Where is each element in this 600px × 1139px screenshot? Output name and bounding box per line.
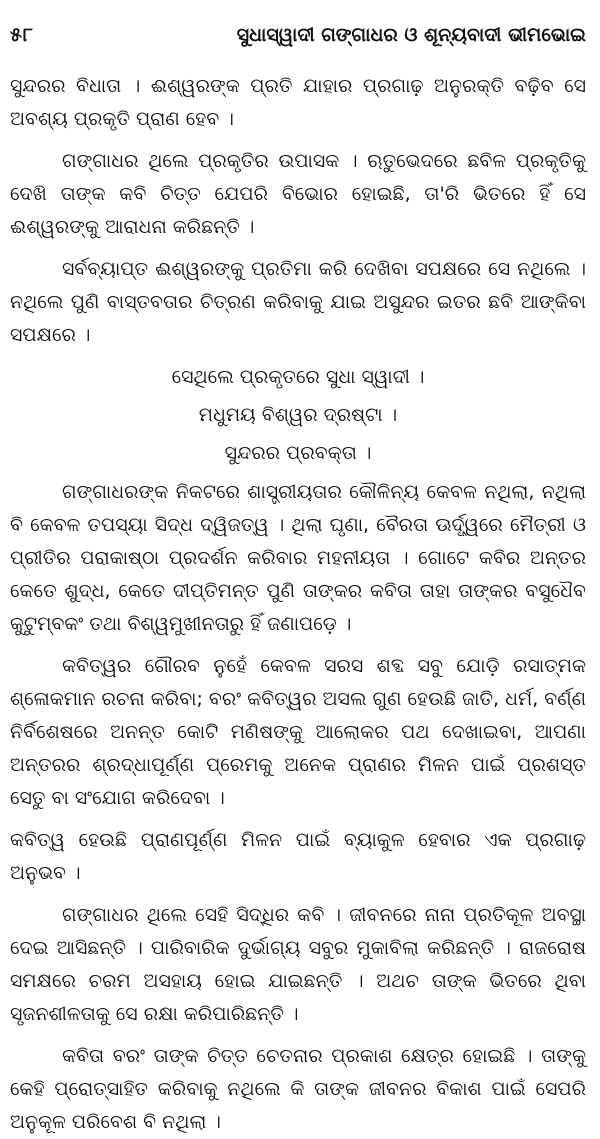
paragraph-text: ଗଙ୍ଗାଧର ଥିଲେ ପ୍ରକୃତିର ଉପାସକ । ଋତୁଭେଦରେ ଛବିଳ ପ୍ରକୃତିକୁ ଦେଖି ତାଙ୍କ କବି ଚିତ୍ତ ଯେପରି ବିଭୋର ହୋଇଛି, ତା'ରି ଭିତରେ ହିଁ ସେ ଈଶ୍ୱରଙ୍କୁ ଆରାଧନା କରିଛନ୍ତି । — [10, 150, 586, 238]
verse-line: ମଧୁମୟ ବିଶ୍ୱର ଦ୍ରଷ୍ଟା । — [198, 404, 398, 426]
verse-line: ସୁନ୍ଦରର ପ୍ରବକ୍ତା । — [224, 442, 372, 464]
paragraph — [10, 1040, 586, 1139]
running-title: ସୁଧାସ୍ୱାଦୀ ଗଙ୍ଗାଧର ଓ ଶୂନ୍ୟବାଦୀ ଭୀମଭୋଇ — [236, 24, 586, 46]
paragraph — [10, 253, 586, 352]
paragraph — [10, 650, 586, 815]
paragraph-text: ଗଙ୍ଗାଧରଙ୍କ ନିକଟରେ ଶାସ୍ତ୍ରୀୟତାର କୌଳିନ୍ୟ କେବଳ ନଥିଲା, ନଥିଲା ବି କେବଳ ତପସ୍ୟା ସିଦ୍ଧ ଦ୍ୱିଜତ୍ୱ । ଥିଲା ଘୃଣା, ବୈରତା ଊର୍ଦ୍ଧ୍ୱରେ ମୈତ୍ରୀ ଓ ପ୍ରୀତିର ପରାକାଷ୍ଠା ପ୍ରଦର୍ଶନ କରିବାର ମହନୀୟତା । ଗୋଟେ କବିର ଅନ୍ତର କେତେ ଶୁଦ୍ଧ, କେତେ ଦୀପ୍ତିମନ୍ତ ପୁଣି ତାଙ୍କର କବିତା ତାହା ତାଙ୍କର ବସୁଧୈବ କୁଟୁମ୍ବକଂ ତଥା ବିଶ୍ୱମୁଖୀନତାରୁ ହିଁ ଜଣାପଡ଼େ । — [10, 481, 586, 635]
paragraph-text: କବିତ୍ୱର ଗୌରବ ନୁହେଁ କେବଳ ସରସ ଶବ୍ଦ ସବୁ ଯୋଡ଼ି ରସାତ୍ମକ ଶ୍ଳୋକମାନ ରଚନା କରିବା; ବରଂ କବିତ୍ୱର ଅସଲ ଗୁଣ ହେଉଛି ଜାତି, ଧର୍ମ, ବର୍ଣ୍ଣ ନିର୍ବିଶେଷରେ ଅନନ୍ତ କୋଟି ମଣିଷଙ୍କୁ ଆଲୋକର ପଥ ଦେଖାଇବା, ଆପଣା ଅନ୍ତରର ଶ୍ରଦ୍ଧାପୂର୍ଣ୍ଣ ପ୍ରେମକୁ ଅନେକ ପ୍ରାଣର ମିଳନ ପାଇଁ ପ୍ରଶସ୍ତ ସେତୁ ବା ସଂଯୋଗ କରିଦେବା । — [10, 655, 586, 809]
paragraph-text: ଗଙ୍ଗାଧର ଥିଲେ ସେହି ସିଦ୍ଧିର କବି । ଜୀବନରେ ନାନା ପ୍ରତିକୂଳ ଅବସ୍ଥା ଦେଇ ଆସିଛନ୍ତି । ପାରିବାରିକ ଦୁର୍ଭାଗ୍ୟ ସବୁର ମୁକାବିଲା କରିଛନ୍ତି । ରାଜରୋଷ ସମକ୍ଷରେ ଚରମ ଅସହାୟ ହୋଇ ଯାଇଛନ୍ତି । ଅଥଚ ତାଙ୍କ ଭିତରେ ଥିବା ସୃଜନଶୀଳତାକୁ ସେ ରକ୍ଷା କରିପାରିଛନ୍ତି । — [10, 904, 586, 1025]
verse-block — [10, 361, 586, 470]
paragraph — [10, 476, 586, 641]
page-header — [10, 20, 586, 50]
verse-line: ସେଥିଲେ ପ୍ରକୃତରେ ସୁଧା ସ୍ୱାଦୀ । — [171, 366, 425, 388]
paragraph — [10, 899, 586, 1031]
paragraph-text: କବିତା ବରଂ ତାଙ୍କ ଚିତ୍ତ ଚେତନାର ପ୍ରକାଶ କ୍ଷେତ୍ର ହୋଇଛି । ତାଙ୍କୁ କେହି ପ୍ରୋତ୍ସାହିତ କରିବାକୁ ନଥିଲେ କି ତାଙ୍କ ଜୀବନର ବିକାଶ ପାଇଁ ସେପରି ଅନୁକୂଳ ପରିବେଶ ବି ନଥିଲା । — [10, 1045, 586, 1133]
page-body — [10, 70, 586, 1139]
paragraph-text: ସୁନ୍ଦରର ବିଧାତା । ଈଶ୍ୱରଙ୍କ ପ୍ରତି ଯାହାର ପ୍ରଗାଢ଼ ଅନୁରକ୍ତି ବଢ଼ିବ ସେ ଅବଶ୍ୟ ପ୍ରକୃତି ପ୍ରାଣ ହେବ । — [10, 75, 586, 130]
page-number: ୫୮ — [10, 24, 34, 46]
paragraph-text: ସର୍ବବ୍ୟାପ୍ତ ଈଶ୍ୱରଙ୍କୁ ପ୍ରତିମା କରି ଦେଖିବା ସପକ୍ଷରେ ସେ ନଥିଲେ । ନଥିଲେ ପୁଣି ବାସ୍ତବତାର ଚିତ୍ରଣ କରିବାକୁ ଯାଇ ଅସୁନ୍ଦର ଇତର ଛବି ଆଙ୍କିବା ସପକ୍ଷରେ । — [10, 258, 586, 346]
paragraph — [10, 824, 586, 890]
paragraph — [10, 70, 586, 136]
paragraph — [10, 145, 586, 244]
paragraph-text: କବିତ୍ୱ ହେଉଛି ପ୍ରାଣପୂର୍ଣ୍ଣ ମିଳନ ପାଇଁ ବ୍ୟାକୁଳ ହେବାର ଏକ ପ୍ରଗାଢ଼ ଅନୁଭବ । — [10, 829, 586, 884]
